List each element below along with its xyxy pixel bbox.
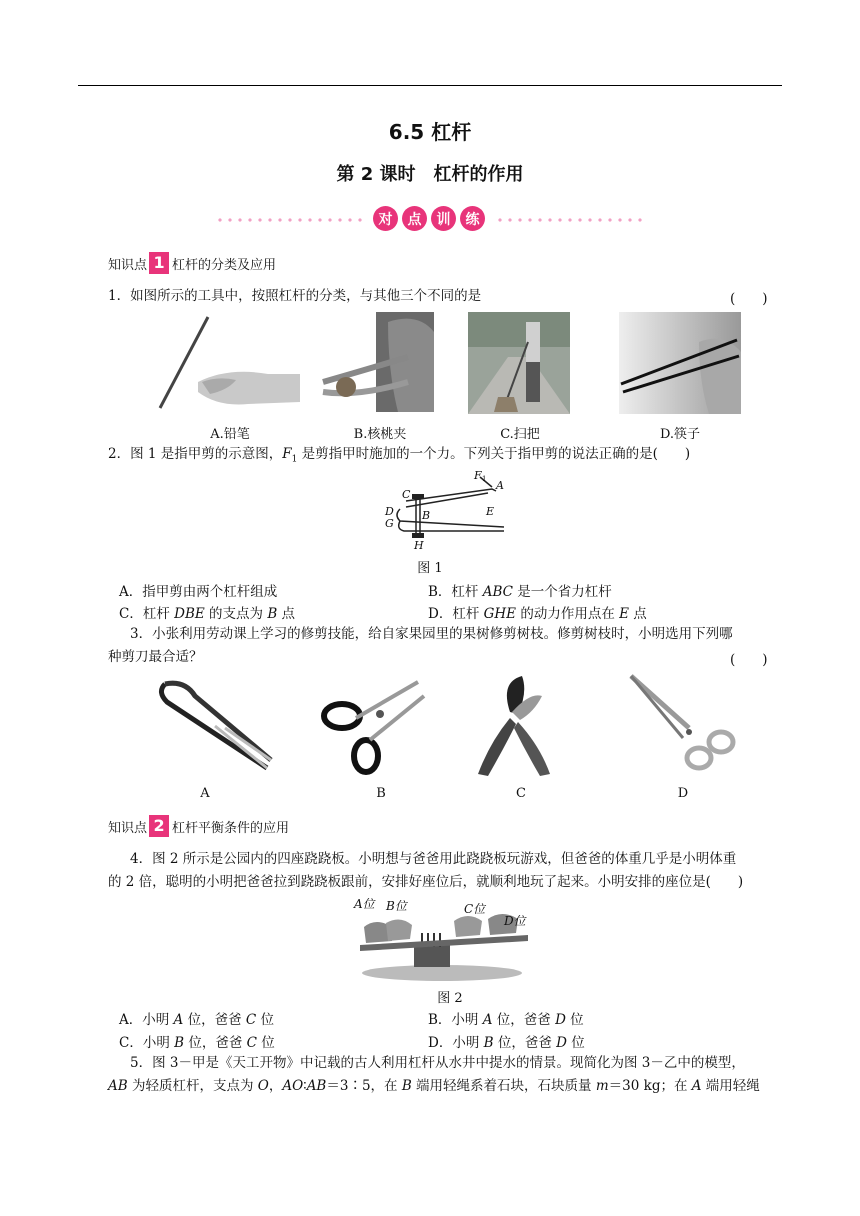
q2-force-sub: 1 bbox=[291, 454, 298, 465]
seesaw-figure bbox=[352, 893, 532, 983]
hair-scissors-image bbox=[625, 668, 740, 776]
banner-dots-left bbox=[215, 218, 365, 222]
banner-char: 训 bbox=[431, 206, 456, 231]
page-subtitle: 第 2 课时 杠杆的作用 bbox=[336, 164, 524, 185]
question-5-line1: 5．图 3－甲是《天工开物》中记载的古人利用杠杆从水井中提水的情景。现简化为图 3－乙中的模型， bbox=[130, 1055, 745, 1071]
answer-paren-3: ( ) bbox=[730, 652, 768, 668]
q4-option-a: A．小明 A 位，爸爸 C 位 bbox=[119, 1012, 275, 1028]
nail-clipper-figure bbox=[382, 467, 512, 553]
seat-label-d: D位 bbox=[504, 914, 526, 928]
thread-snips-image bbox=[155, 676, 275, 776]
q2-option-b: B．杠杆 ABC 是一个省力杠杆 bbox=[428, 584, 612, 600]
label-c: C bbox=[402, 488, 411, 501]
question-4-line1: 4．图 2 所示是公园内的四座跷跷板。小明想与爸爸用此跷跷板玩游戏，但爸爸的体重几乎是小明体重 bbox=[130, 851, 737, 867]
banner-char: 练 bbox=[460, 206, 485, 231]
kp-number: 1 bbox=[149, 252, 169, 274]
kp-label: 杠杆的分类及应用 bbox=[172, 257, 277, 273]
kp-prefix: 知识点 bbox=[108, 257, 148, 273]
banner-char: 点 bbox=[402, 206, 427, 231]
pruning-shears-image bbox=[470, 672, 560, 778]
q4-option-d: D．小明 B 位，爸爸 D 位 bbox=[428, 1035, 585, 1051]
top-rule bbox=[78, 85, 782, 86]
seat-label-a: A位 bbox=[354, 897, 375, 911]
nutcracker-photo bbox=[318, 312, 434, 412]
knowledge-point-1 bbox=[108, 252, 276, 274]
q2-text-b: 是剪指甲时施加的一个力。下列关于指甲剪的说法正确的是( ) bbox=[297, 446, 691, 462]
question-3-line2: 种剪刀最合适？ bbox=[108, 649, 203, 665]
q3-option-d: D bbox=[677, 786, 689, 801]
pencil-photo bbox=[158, 312, 300, 412]
q3-option-b: B bbox=[376, 786, 386, 801]
chopsticks-photo bbox=[619, 312, 741, 414]
q2-text-a: 2．图 1 是指甲剪的示意图， bbox=[108, 446, 283, 462]
question-3-line1: 3．小张利用劳动课上学习的修剪技能，给自家果园里的果树修剪树枝。修剪树枝时，小明选用下列哪 bbox=[130, 626, 733, 642]
label-d: D bbox=[385, 505, 394, 518]
q1-option-d: D.筷子 bbox=[659, 427, 701, 442]
label-f-sub: 1 bbox=[482, 475, 487, 483]
broom-photo bbox=[468, 312, 570, 414]
household-scissors-image bbox=[320, 676, 430, 776]
label-f: F bbox=[474, 469, 482, 482]
banner-dots-right bbox=[495, 218, 645, 222]
q3-option-a: A bbox=[200, 786, 210, 801]
q4-option-b: B．小明 A 位，爸爸 D 位 bbox=[428, 1012, 584, 1028]
section-banner bbox=[215, 206, 645, 234]
label-a: A bbox=[496, 479, 504, 492]
q1-option-c: C.扫把 bbox=[500, 427, 540, 442]
q2-force: F bbox=[282, 446, 292, 462]
figure-1-caption: 图 1 bbox=[417, 561, 443, 576]
answer-paren-1: ( ) bbox=[730, 291, 768, 307]
label-e: E bbox=[486, 505, 495, 518]
question-5-line2: AB 为轻质杠杆，支点为 O，AO∶AB＝3∶5，在 B 端用轻绳系着石块，石块质量 m＝30 kg；在 A 端用轻绳 bbox=[108, 1078, 760, 1094]
banner-pills bbox=[373, 206, 487, 234]
seat-label-c: C位 bbox=[464, 902, 486, 916]
q2-option-d: D．杠杆 GHE 的动力作用点在 E 点 bbox=[428, 606, 647, 622]
q2-option-c: C．杠杆 DBE 的支点为 B 点 bbox=[119, 606, 296, 622]
question-1-text: 1．如图所示的工具中，按照杠杆的分类，与其他三个不同的是 bbox=[108, 288, 482, 304]
label-h: H bbox=[414, 539, 424, 552]
seat-label-b: B位 bbox=[386, 899, 407, 913]
q3-option-c: C bbox=[516, 786, 526, 801]
banner-char: 对 bbox=[373, 206, 398, 231]
kp-prefix: 知识点 bbox=[108, 820, 148, 836]
question-4-line2: 的 2 倍，聪明的小明把爸爸拉到跷跷板跟前，安排好座位后，就顺利地玩了起来。小明安排的座位是( ) bbox=[108, 874, 744, 890]
q1-option-a: A.铅笔 bbox=[210, 427, 250, 442]
kp-number: 2 bbox=[149, 815, 169, 837]
kp-label: 杠杆平衡条件的应用 bbox=[172, 820, 290, 836]
figure-2-caption: 图 2 bbox=[437, 991, 463, 1006]
q1-option-b: B.核桃夹 bbox=[353, 427, 407, 442]
q2-option-a: A．指甲剪由两个杠杆组成 bbox=[119, 584, 278, 600]
label-g: G bbox=[385, 517, 394, 530]
q4-option-c: C．小明 B 位，爸爸 C 位 bbox=[119, 1035, 275, 1051]
page-title: 6.5 杠杆 bbox=[388, 120, 472, 144]
knowledge-point-2 bbox=[108, 815, 289, 837]
label-b: B bbox=[422, 509, 431, 522]
